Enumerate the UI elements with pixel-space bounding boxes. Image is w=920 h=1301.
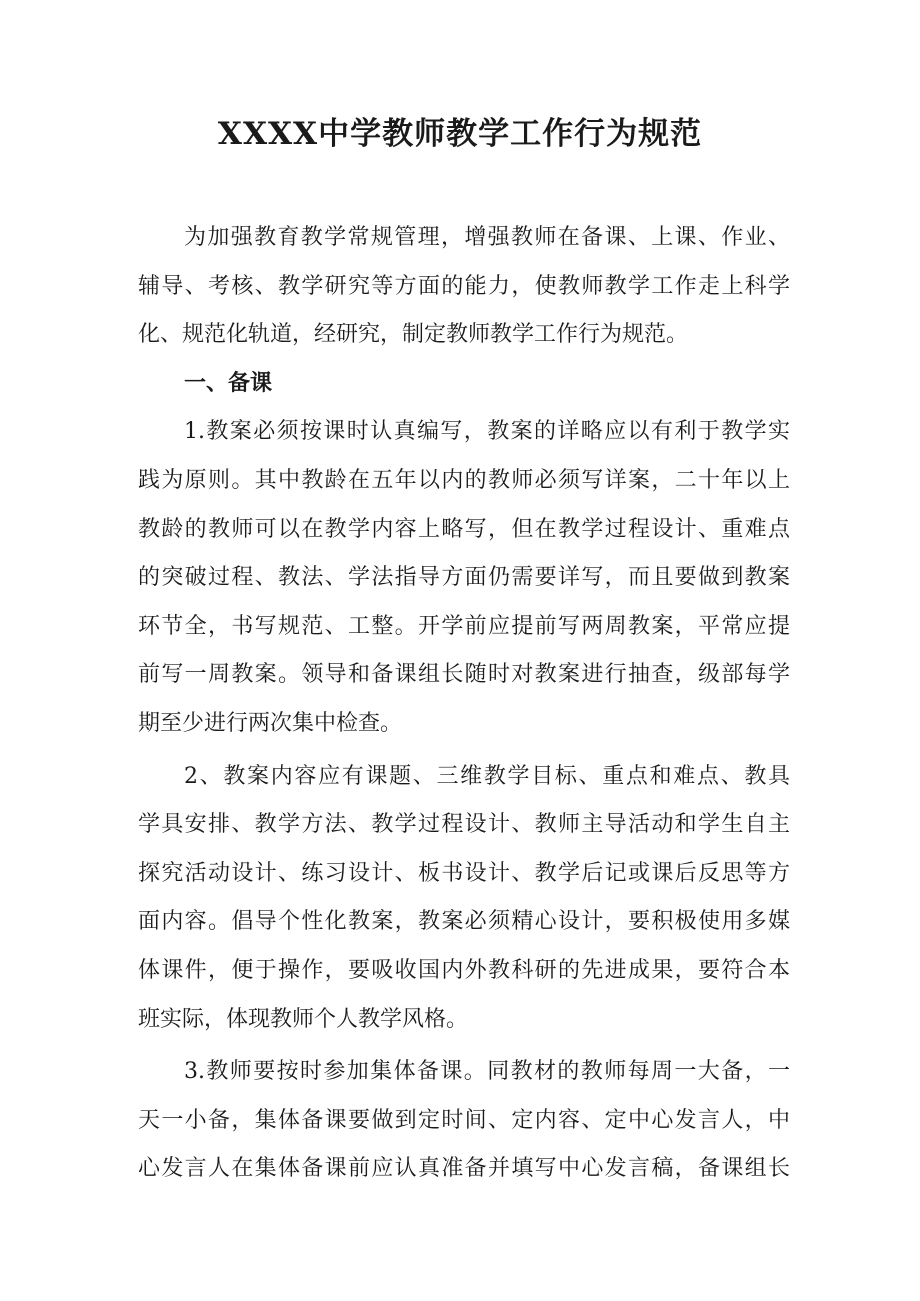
item3-line: 天一小备，集体备课要做到定时间、定内容、定中心发言人，中 [138,1107,790,1133]
item2-line: 学具安排、教学方法、教学过程设计、教师主导活动和学生自主 [138,812,790,838]
item2-line: 探究活动设计、练习设计、板书设计、教学后记或课后反思等方 [138,860,790,886]
intro-line: 为加强教育教学常规管理，增强教师在备课、上课、作业、 [184,225,790,250]
item1-line: 的突破过程、教法、学法指导方面仍需要详写，而且要做到教案 [138,565,790,591]
item1-line: 1.教案必须按课时认真编写，教案的详略应以有利于教学实 [184,419,790,445]
item2-line: 面内容。倡导个性化教案，教案必须精心设计，要积极使用多媒 [138,909,790,935]
item2-line: 班实际，体现教师个人教学风格。 [138,1006,469,1032]
section-heading: 一、备课 [184,370,273,396]
item2-line: 体课件，便于操作，要吸收国内外教科研的先进成果，要符合本 [138,957,790,983]
intro-line: 辅导、考核、教学研究等方面的能力，使教师教学工作走上科学 [138,273,790,299]
item1-line: 环节全，书写规范、工整。开学前应提前写两周教案，平常应提 [138,613,790,639]
item1-line: 前写一周教案。领导和备课组长随时对教案进行抽查，级部每学 [138,662,790,688]
item1-line: 期至少进行两次集中检查。 [138,710,403,736]
item3-line: 心发言人在集体备课前应认真准备并填写中心发言稿，备课组长 [138,1156,790,1182]
item3-line: 3.教师要按时参加集体备课。同教材的教师每周一大备，一 [184,1059,790,1085]
document-title: XXXX中学教师教学工作行为规范 [217,116,703,152]
document-body [138,214,790,1194]
intro-line: 化、规范化轨道，经研究，制定教师教学工作行为规范。 [138,322,689,348]
item1-line: 教龄的教师可以在教学内容上略写，但在教学过程设计、重难点 [138,516,790,542]
item2-line: 2、教案内容应有课题、三维教学目标、重点和难点、教具 [184,763,790,789]
item1-line: 践为原则。其中教龄在五年以内的教师必须写详案，二十年以上 [138,467,790,493]
